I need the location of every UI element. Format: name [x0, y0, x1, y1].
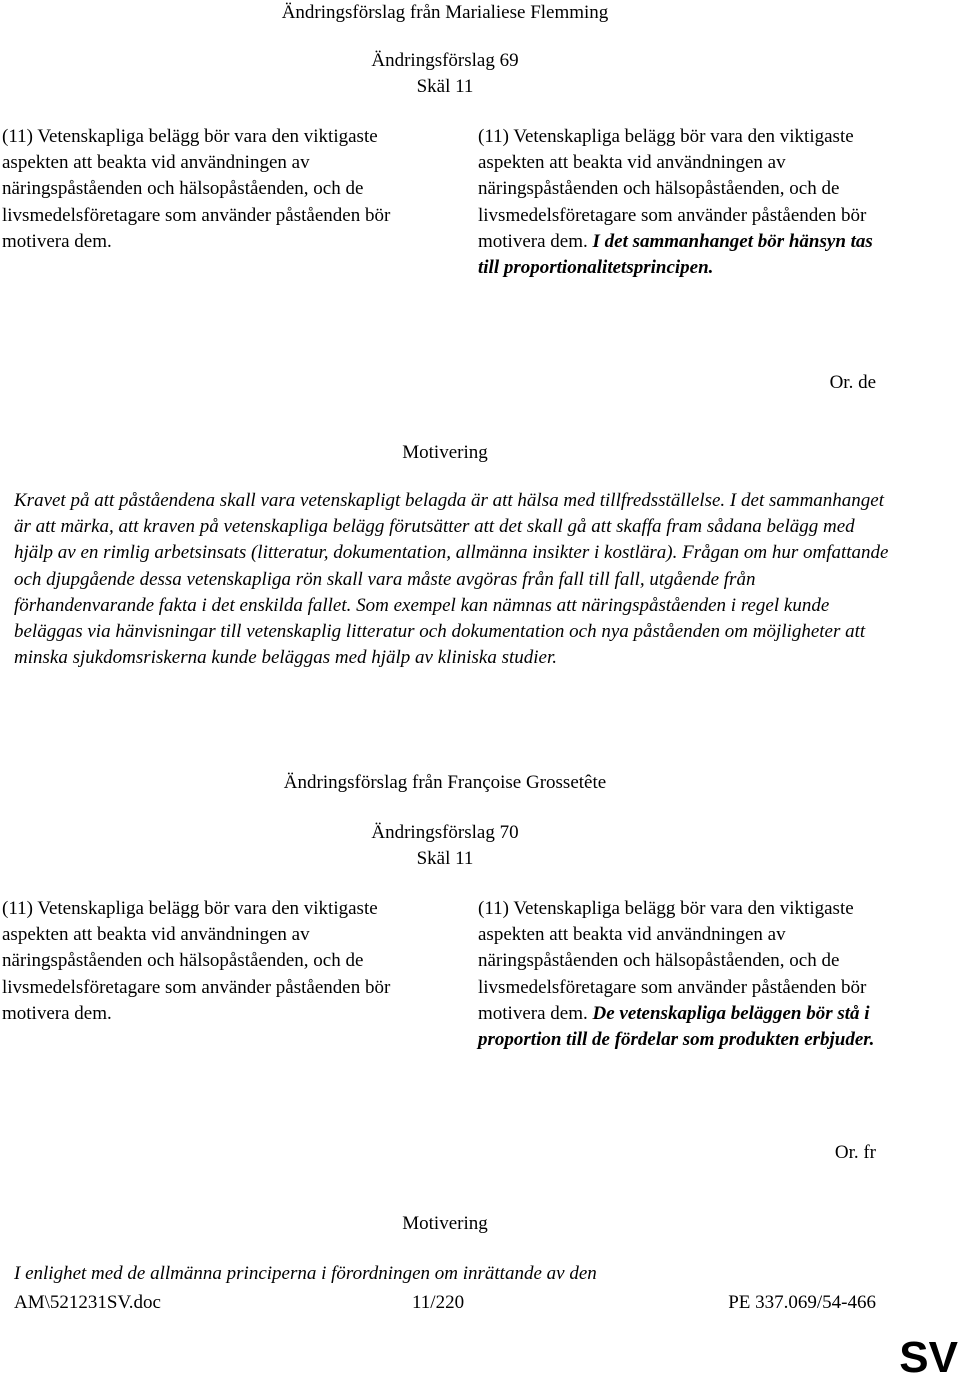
- amendment-number-2: Ändringsförslag 70: [371, 822, 519, 843]
- original-text-2: (11) Vetenskapliga belägg bör vara den viktigaste aspekten att beakta vid användningen av näringspåståenden och hälsopåståenden, och de livsmedelsföretagare som använder påståenden bör motivera dem.: [2, 898, 391, 1024]
- language-code: SV: [899, 1333, 958, 1382]
- document-reference: AM\521231SV.doc: [14, 1292, 161, 1313]
- justification-heading-1: Motivering: [402, 442, 488, 463]
- author-heading-1: Ändringsförslag från Marialiese Flemming: [281, 2, 609, 23]
- original-language-1: Or. de: [829, 372, 876, 393]
- original-language-2: Or. fr: [834, 1142, 876, 1163]
- justification-text-2: I enlighet med de allmänna principerna i förordningen om inrättande av den: [14, 1263, 597, 1284]
- pe-reference: PE 337.069/54-466: [728, 1292, 876, 1313]
- original-text-1: (11) Vetenskapliga belägg bör vara den viktigaste aspekten att beakta vid användningen av näringspåståenden och hälsopåståenden, och de livsmedelsföretagare som använder påståenden bör motivera dem.: [2, 126, 391, 252]
- justification-text-1: Kravet på att påståendena skall vara vetenskapligt belagda är att hälsa med tillfredsställelse. I det sammanhanget är att märka, att kraven på vetenskapliga belägg förutsätter att det skall gå att skaffa fram sådana belägg med hjälp av en rimlig arbetsinsats (litteratur, dokumentation, allmänna insikter i kostlära). Frågan om hur omfattande och djupgående dessa vetenskapliga rön skall vara måste avgöras från fall till fall, utgående från förhandenvarande fakta i det enskilda fallet. Som exempel kan nämnas att näringspåståenden i regel kunde beläggas via hänvisningar till vetenskaplig litteratur och dokumentation och nya påståenden om möjligheter att minska sjukdomsriskerna kunde beläggas med hjälp av kliniska studier.: [14, 490, 889, 669]
- amended-text-2: [478, 896, 898, 1053]
- amended-base-text-2: (11) Vetenskapliga belägg bör vara den viktigaste aspekten att beakta vid användningen av näringspåståenden och hälsopåståenden, och de livsmedelsföretagare som använder påståenden bör motivera dem.: [478, 898, 867, 1024]
- amendment-number-1: Ändringsförslag 69: [371, 50, 519, 71]
- amended-text-1: [478, 124, 898, 281]
- author-heading-2: Ändringsförslag från Françoise Grossetête: [283, 772, 607, 793]
- reason-reference-2: Skäl 11: [416, 848, 474, 869]
- justification-heading-2: Motivering: [402, 1213, 488, 1234]
- amended-addition-1: I det sammanhanget bör hänsyn tas till proportionalitetsprincipen.: [478, 230, 873, 279]
- amended-base-text-1: (11) Vetenskapliga belägg bör vara den viktigaste aspekten att beakta vid användningen av näringspåståenden och hälsopåståenden, och de livsmedelsföretagare som använder påståenden bör motivera dem.: [478, 126, 867, 252]
- reason-reference-1: Skäl 11: [416, 76, 474, 97]
- page-number: 11/220: [412, 1292, 465, 1313]
- amended-addition-2: De vetenskapliga beläggen bör stå i proportion till de fördelar som produkten erbjuder.: [478, 1002, 875, 1051]
